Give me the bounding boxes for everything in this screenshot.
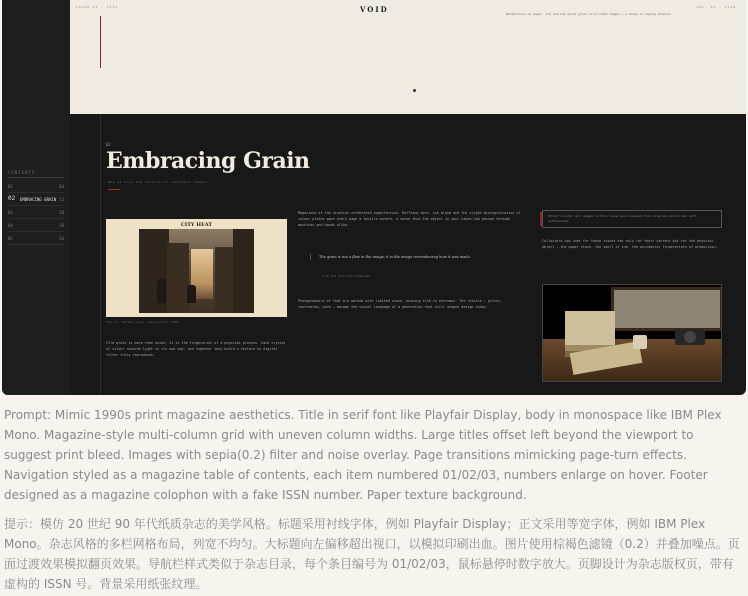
pull-quote: The grain is not a flaw in the image; it is the image remembering how it was made. [310,254,506,260]
volume-nav[interactable]: VOL. 01 · ISSN [696,5,736,9]
article-title: Embracing Grain [106,148,310,174]
article-spread [70,114,746,395]
toc-item-page: 04 [59,184,64,189]
toc-item-page: 20 [59,210,64,215]
ornament-dot [413,89,416,92]
body-paragraph-4: Collectors now hunt for these issues not only for their content but for the physical object — the paper stock, the smell of ink, the accidental fingerprints of production. [542,239,718,249]
column-rule [100,114,101,395]
bleed-rule [100,16,101,68]
editor-note: Editor's note: all images in this issue were scanned from original prints and left unretouched. [542,210,722,228]
toc-item-page: 28 [59,223,64,228]
prompt-english: Prompt: Mimic 1990s print magazine aesthetics. Title in serif font like Playfair Display, body in monospace like IBM Plex Mono. Magazine-style multi-column grid with uneven column widths. Large titles offset left beyond the viewport to suggest print bleed. Images with sepia(0.2) filter and noise overlay. Page transitions mimicking page-turn effects. Navigation styled as a magazine table of contents, each item numbered 01/02/03, numbers enlarge on hover. Footer designed as a magazine colophon with a fake ISSN number. Paper texture background. [4,408,722,502]
toc-label: CONTENTS [8,170,36,175]
toc-divider [8,177,64,178]
article-number: 02 [106,142,111,147]
toc-item-03[interactable] [8,206,64,219]
magazine-preview [2,0,746,395]
toc-item-page: 12 [59,197,64,202]
toc-item-02[interactable] [8,193,64,206]
table-of-contents [2,0,70,395]
body-paragraph-2: Magazines of the nineties celebrated imperfection. Halftone dots, ink bleed and the slight misregistration of colour plates gave every page a tactile warmth, a sense that the object in your hands had passed through machines and hands alike. [298,211,521,227]
issue-nav[interactable]: ISSUE 01 · 1994 [76,5,119,9]
toc-item-page: 36 [59,236,64,241]
toc-item-number: 05 [8,236,13,241]
toc-item-number: 04 [8,223,13,228]
toc-item-title: EMBRACING GRAIN [20,197,57,202]
prompt-chinese: 提示：模仿 20 世纪 90 年代纸质杂志的美学风格。标题采用衬线字体，例如 Playfair Display；正文采用等宽字体，例如 IBM Plex Mono。杂志风格的多栏网格布局，列宽不均匀。大标题向左偏移超出视口，以模拟印刷出血。图片使用棕褐色滤镜（0.2）并叠加噪点。页面过渡效果模拟翻页效果。导航栏样式类似于杂志目录，每个条目编号为 01/02/03，鼠标悬停时数字放大。页脚设计为杂志版权页，带有虚构的 ISSN 号。背景采用纸张纹理。 [4,517,740,591]
quote-attribution: — From the darkroom notebooks [318,274,371,278]
desk-still-life-photo[interactable] [542,284,722,382]
masthead-logo[interactable]: VOID [360,5,389,14]
toc-item-number: 03 [8,210,13,215]
toc-item-number: 01 [8,184,13,189]
paper-header [70,0,746,114]
toc-item-01[interactable] [8,180,64,193]
article-subtitle: Why we love the texture of imperfect images [108,180,208,184]
city-photo-card[interactable] [106,219,287,317]
body-paragraph-1: Film grain is more than noise; it is the fingerprint of a physical process. Each crystal of silver records light in its own way, and together they build a texture no digital filter truly reproduces. [106,341,286,357]
city-street-photo [139,229,254,313]
photo-caption: Fig. 1 — Street scene, sepia print, 1994. [106,320,181,324]
toc-item-04[interactable] [8,219,64,232]
body-paragraph-3: Photographers of that era worked with limited stock, pushing film to extremes. The results — gritty, contrasted, warm — became the visual language of a generation that still shapes design today. [298,299,503,309]
toc-item-number: 02 [8,195,16,202]
header-deck: Reflections on paper, ink and the quiet grain of printed images — a study in analog texture. [506,12,673,16]
accent-rule [108,189,120,190]
photo-headline: CITY HEAT [180,222,213,228]
toc-item-05[interactable] [8,232,64,245]
